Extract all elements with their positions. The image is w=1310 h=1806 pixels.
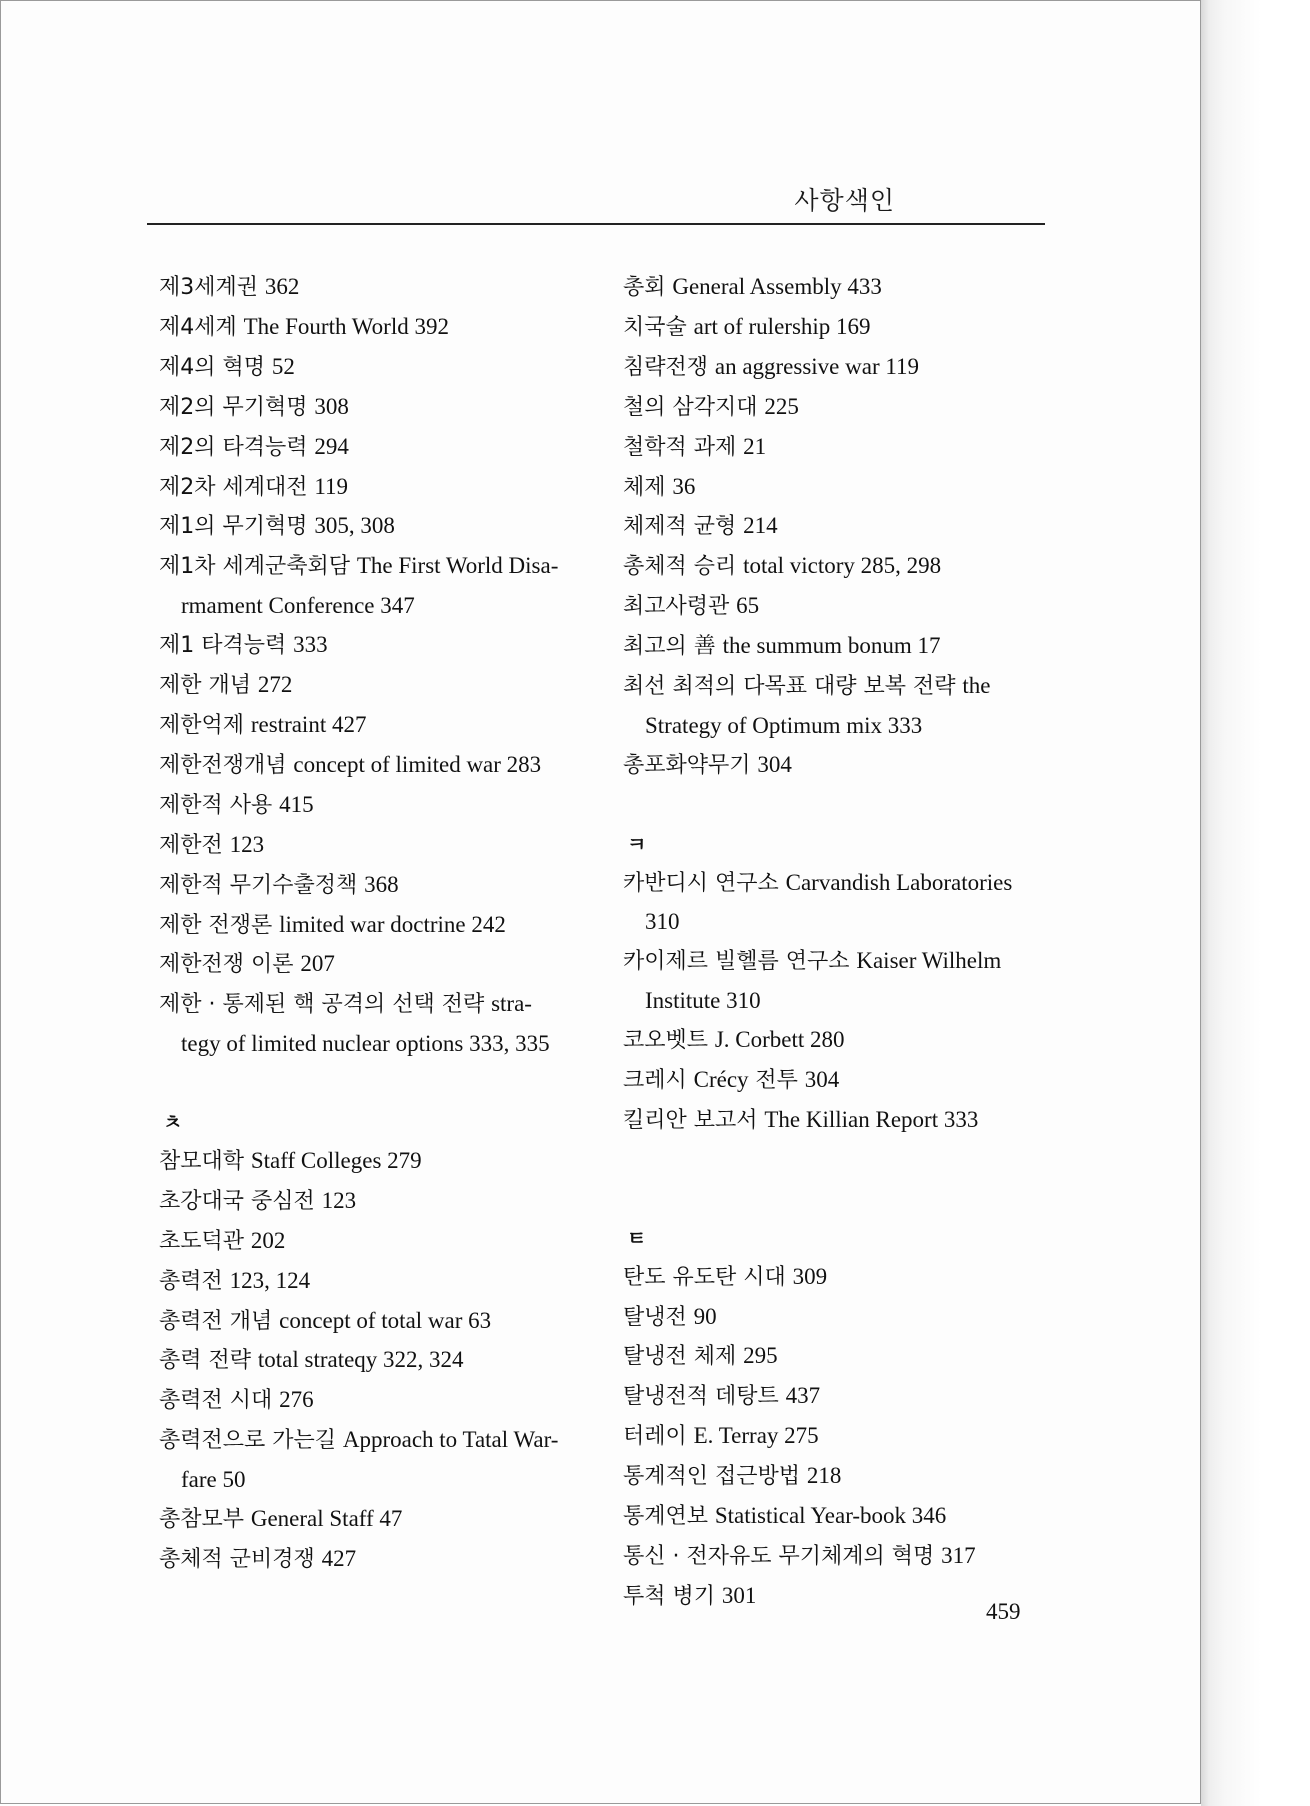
entry-term-korean: 카반디시 연구소 [623, 870, 779, 896]
index-entry [159, 1262, 589, 1302]
page-number: 459 [986, 1599, 1021, 1624]
entry-term-english: E. Terray 275 [693, 1423, 819, 1449]
entry-term-english: 368 [364, 871, 399, 897]
entry-term-korean: 제4세계 [159, 314, 237, 340]
entry-term-korean: 총체적 승리 [623, 554, 737, 580]
entry-term-korean: 제한전쟁개념 [159, 752, 287, 778]
index-entry [159, 746, 589, 786]
section-spacer [623, 1141, 1053, 1180]
entry-term-korean: 크레시 [623, 1068, 687, 1094]
entry-term-english: limited war doctrine 242 [279, 911, 506, 937]
entry-term-english: General Assembly 433 [672, 274, 882, 299]
index-entry [159, 1341, 589, 1381]
entry-term-english: 218 [806, 1463, 842, 1489]
index-entry [159, 985, 589, 1025]
index-column-right [623, 268, 1053, 1617]
entry-term-english: 295 [743, 1343, 778, 1369]
index-entry [623, 1298, 1053, 1338]
index-entry [159, 1421, 589, 1461]
entry-term-korean: 치국술 [623, 314, 687, 340]
entry-term-english: The Fourth World 392 [243, 313, 449, 339]
index-entry [159, 547, 589, 587]
entry-term-english: 225 [764, 393, 799, 419]
index-entry [623, 1337, 1053, 1377]
index-entry [623, 1417, 1053, 1457]
entry-term-english: Carvandish Laboratories [785, 869, 1013, 895]
entry-term-english: 294 [314, 433, 349, 459]
index-entry [159, 1222, 589, 1262]
section-spacer [623, 1180, 1053, 1219]
entry-term-korean: 제1차 세계군축회담 [159, 554, 351, 580]
entry-term-english: 437 [785, 1383, 821, 1409]
entry-term-english: 415 [279, 791, 314, 817]
entry-term-korean: 전투 [755, 1068, 798, 1094]
entry-term-korean: 제1 타격능력 [159, 633, 287, 659]
entry-term-english: 123, 124 [229, 1267, 311, 1293]
entry-term-korean: 제한 전쟁론 [159, 912, 273, 938]
entry-term-english: an aggressive war 119 [714, 353, 920, 379]
entry-term-english: 309 [792, 1263, 828, 1289]
index-entry [623, 468, 1053, 508]
entry-term-english: Kaiser Wilhelm [856, 948, 1002, 974]
index-entry [623, 1021, 1053, 1061]
entry-term-english: 305, 308 [314, 513, 395, 539]
entry-term-english: 65 [736, 593, 760, 619]
entry-term-korean: 참모대학 [159, 1148, 245, 1174]
entry-term-korean: 총포화약무기 [623, 752, 751, 778]
entry-term-english: Staff Colleges 279 [250, 1147, 422, 1173]
entry-term-korean: 제한 개념 [159, 673, 252, 699]
entry-term-korean: 통계연보 [623, 1504, 709, 1530]
entry-term-english: General Staff 47 [250, 1506, 403, 1532]
entry-term-english: 90 [693, 1303, 717, 1329]
entry-term-korean: 통계적인 접근방법 [623, 1464, 801, 1490]
index-entry [159, 468, 589, 508]
index-entry [623, 547, 1053, 587]
entry-term-korean: 탈냉전적 데탕트 [623, 1384, 779, 1410]
entry-term-english: 123 [229, 831, 265, 857]
entry-term-korean: 철학적 과제 [623, 434, 737, 460]
index-entry [159, 1142, 589, 1182]
entry-term-korean: 최선 최적의 다목표 대량 보복 전략 [623, 674, 956, 700]
index-entry-continuation: 310 [645, 909, 680, 935]
entry-term-korean: 철의 삼각지대 [623, 394, 758, 420]
index-entry [159, 666, 589, 706]
index-entry [623, 942, 1053, 982]
entry-term-english: 119 [314, 473, 349, 499]
index-entry [623, 627, 1053, 667]
entry-term-korean: 제한적 무기수출정책 [159, 872, 358, 898]
index-entry [623, 1377, 1053, 1417]
entry-term-korean: 킬리안 보고서 [623, 1108, 758, 1134]
entry-term-korean: 제4의 혁명 [159, 354, 265, 380]
index-entry [159, 308, 589, 348]
entry-term-english: concept of total war 63 [279, 1307, 492, 1333]
index-entry [159, 826, 589, 866]
index-entry [159, 348, 589, 388]
entry-term-english: 214 [743, 513, 778, 539]
index-entry [623, 268, 1053, 308]
page-shadow [1201, 0, 1310, 1806]
index-entry [623, 428, 1053, 468]
running-head: 사항색인 [794, 186, 895, 215]
index-entry [623, 388, 1053, 428]
entry-term-korean: 투척 병기 [623, 1583, 716, 1609]
entry-term-korean: 코오벳트 [623, 1028, 709, 1054]
index-entry [159, 786, 589, 826]
index-entry [623, 308, 1053, 348]
entry-term-english: 36 [672, 473, 696, 499]
index-entry [623, 348, 1053, 388]
entry-term-korean: 총력전 개념 [159, 1308, 273, 1334]
entry-term-korean: 침략전쟁 [623, 354, 709, 380]
index-entry [623, 667, 1053, 707]
section-spacer [623, 786, 1053, 825]
entry-term-english: The Killian Report 333 [764, 1107, 979, 1133]
entry-term-english: J. Corbett 280 [714, 1027, 845, 1053]
index-entry [159, 866, 589, 906]
entry-term-english: 308 [314, 393, 349, 419]
entry-term-korean: 제2의 무기혁명 [159, 394, 308, 420]
entry-term-english: art of rulership 169 [693, 313, 871, 339]
entry-term-english: 123 [321, 1187, 357, 1213]
index-entry [159, 388, 589, 428]
entry-term-korean: 총력전 시대 [159, 1388, 273, 1414]
index-entry [159, 1540, 589, 1580]
entry-term-korean: 탈냉전 체제 [623, 1344, 737, 1370]
index-entry [159, 507, 589, 547]
entry-term-english: Approach to Tatal War- [342, 1427, 559, 1453]
entry-term-korean: 통신 · 전자유도 무기체계의 혁명 [623, 1543, 935, 1569]
entry-term-korean: 총력전으로 가는길 [159, 1428, 337, 1454]
index-entry-continuation: tegy of limited nuclear options 333, 335 [181, 1031, 550, 1057]
entry-term-korean: 제한전쟁 이론 [159, 952, 294, 978]
entry-term-korean: 제한 · 통제된 핵 공격의 선택 전략 [159, 992, 485, 1018]
entry-term-korean: 최고의 善 [623, 634, 716, 660]
entry-term-english: 272 [257, 672, 293, 698]
entry-term-korean: 총력전 [159, 1268, 223, 1294]
entry-term-korean: 제한적 사용 [159, 792, 273, 818]
index-entry [159, 428, 589, 468]
section-letter: ㅊ [163, 1110, 183, 1135]
entry-term-korean: 탄도 유도탄 시대 [623, 1264, 786, 1290]
index-entry [159, 1381, 589, 1421]
index-entry [623, 507, 1053, 547]
header-rule [147, 223, 1045, 225]
entry-term-korean: 제2차 세계대전 [159, 474, 308, 500]
entry-term-korean: 제2의 타격능력 [159, 434, 308, 460]
index-entry [623, 1497, 1053, 1537]
index-entry [623, 1258, 1053, 1298]
index-entry [159, 706, 589, 746]
section-letter: ㅌ [627, 1225, 647, 1250]
entry-term-korean: 터레이 [623, 1424, 687, 1450]
index-entry [623, 1061, 1053, 1101]
entry-term-english: 207 [300, 951, 335, 977]
index-entry [159, 945, 589, 985]
entry-term-english: restraint 427 [250, 711, 367, 737]
entry-term-korean: 제1의 무기혁명 [159, 514, 308, 540]
entry-term-english: 301 [721, 1582, 757, 1608]
entry-term-english: 333 [293, 632, 328, 658]
entry-term-korean: 총참모부 [159, 1507, 245, 1533]
entry-term-korean: 총체적 군비경쟁 [159, 1546, 315, 1572]
index-entry [159, 268, 589, 308]
index-entry [623, 864, 1053, 904]
index-entry-continuation: rmament Conference 347 [181, 593, 415, 619]
entry-term-english: concept of limited war 283 [293, 751, 542, 777]
entry-term-korean: 제한전 [159, 832, 223, 858]
entry-term-korean: 제한억제 [159, 712, 245, 738]
entry-term-english: total strateqy 322, 324 [257, 1347, 464, 1373]
entry-term-english: 304 [757, 751, 792, 777]
entry-term-english: 362 [264, 274, 300, 299]
index-entry [623, 746, 1053, 786]
index-entry-continuation: Institute 310 [645, 988, 761, 1014]
entry-term-korean: 탈냉전 [623, 1304, 687, 1330]
entry-term-korean: 초강대국 중심전 [159, 1188, 315, 1214]
entry-term-korean: 체제 [623, 474, 666, 500]
entry-term-english: stra- [491, 991, 532, 1017]
section-letter: ㅋ [627, 831, 647, 856]
entry-term-korean: 총력 전략 [159, 1348, 252, 1374]
section-spacer [159, 1064, 589, 1103]
index-entry [623, 587, 1053, 627]
entry-term-korean: 초도덕관 [159, 1228, 245, 1254]
entry-term-english: the [962, 673, 991, 699]
entry-term-english: total victory 285, 298 [743, 553, 942, 579]
index-entry [623, 1101, 1053, 1141]
entry-term-korean: 총회 [623, 275, 666, 300]
index-entry [159, 1500, 589, 1540]
entry-term-english: 276 [279, 1387, 314, 1413]
index-entry [623, 1457, 1053, 1497]
index-entry [159, 906, 589, 946]
entry-term-english: 317 [941, 1542, 976, 1568]
entry-term-korean: 카이제르 빌헬름 연구소 [623, 949, 850, 975]
entry-term-korean: 제3세계권 [159, 275, 259, 300]
entry-term-english: the summum bonum 17 [722, 633, 941, 659]
entry-term-english: 202 [250, 1227, 286, 1253]
index-entry [159, 1302, 589, 1342]
index-column-left [159, 268, 589, 1580]
entry-term-english: 304 [804, 1067, 840, 1093]
entry-term-korean: 최고사령관 [623, 594, 730, 620]
entry-term-english: Crécy [693, 1067, 749, 1093]
entry-term-english: The First World Disa- [356, 553, 559, 579]
entry-term-english: 52 [271, 353, 295, 379]
entry-term-english: 21 [743, 433, 767, 459]
entry-term-english: Statistical Year-book 346 [714, 1503, 947, 1529]
index-entry [159, 626, 589, 666]
index-entry [623, 1537, 1053, 1577]
index-entry-continuation: fare 50 [181, 1467, 246, 1493]
entry-term-english: 427 [321, 1545, 357, 1571]
index-entry-continuation: Strategy of Optimum mix 333 [645, 712, 923, 738]
index-entry [159, 1182, 589, 1222]
entry-term-korean: 체제적 균형 [623, 514, 737, 540]
